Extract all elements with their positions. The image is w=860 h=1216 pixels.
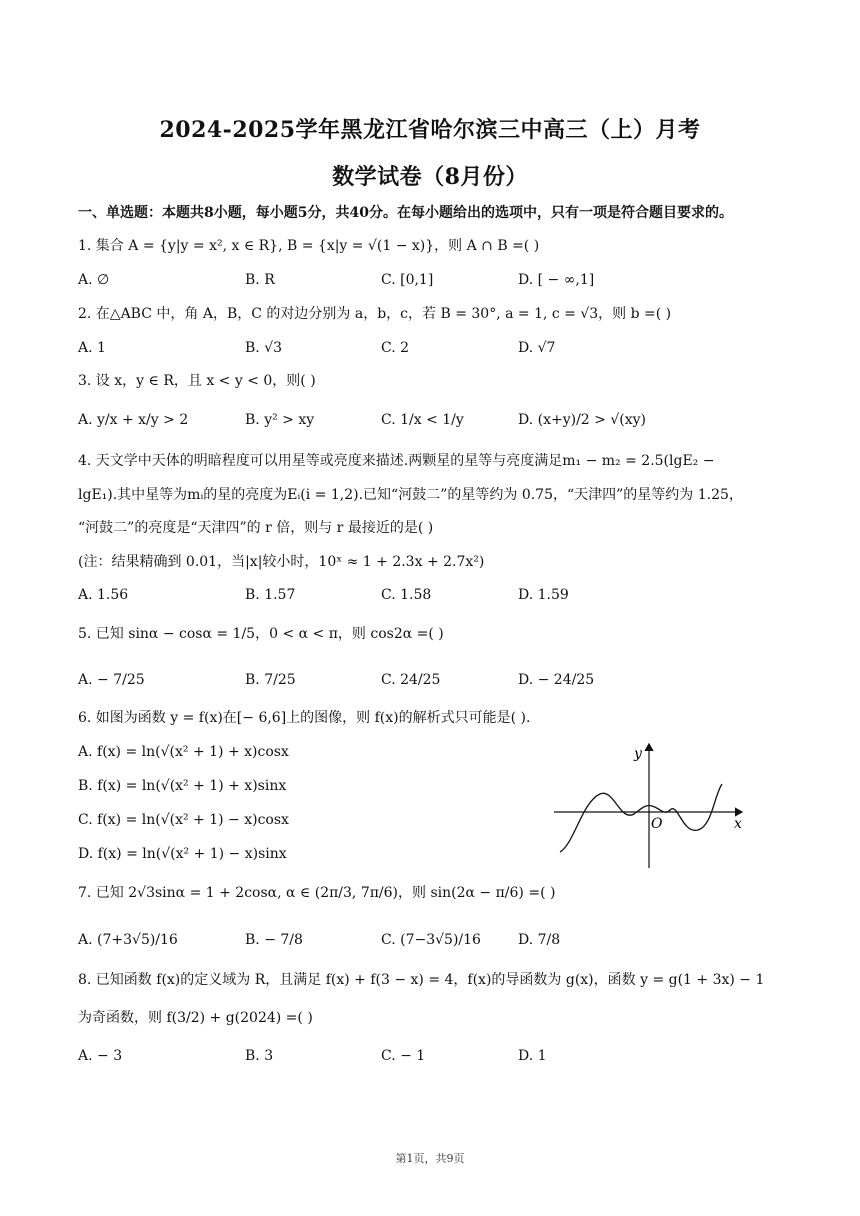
question-3-stem: 3. 设 x，y ∈ R，且 x < y < 0，则( ) xyxy=(78,373,316,389)
page-footer: 第1页，共9页 xyxy=(395,1152,465,1165)
question-7-option-d: D. 7/8 xyxy=(518,932,561,948)
page-title: 2024-2025学年黑龙江省哈尔滨三中高三（上）月考 xyxy=(159,117,701,143)
function-graph-figure xyxy=(552,740,752,870)
question-8-stem-line-2: 为奇函数，则 f(3/2) + g(2024) =( ) xyxy=(78,1010,313,1026)
question-2-stem: 2. 在△ABC 中，角 A，B，C 的对边分别为 a，b，c，若 B = 30°, a = 1, c = √3，则 b =( ) xyxy=(78,306,672,322)
origin-label: O xyxy=(651,816,663,832)
question-5-option-b: B. 7/25 xyxy=(245,672,296,688)
question-6-stem: 6. 如图为函数 y = f(x)在[− 6,6]上的图像，则 f(x)的解析式只可能是( ). xyxy=(78,710,531,726)
section-heading: 一、单选题：本题共8小题，每小题5分，共40分。在每小题给出的选项中，只有一项是符合题目要求的。 xyxy=(78,205,733,221)
question-4-option-a: A. 1.56 xyxy=(78,587,129,603)
question-1-option-a: A. ∅ xyxy=(78,272,110,288)
question-5-stem: 5. 已知 sinα − cosα = 1/5，0 < α < π，则 cos2α =( ) xyxy=(78,626,444,642)
y-axis-label: y xyxy=(634,746,642,762)
question-2-option-d: D. √7 xyxy=(518,340,556,356)
question-2-option-a: A. 1 xyxy=(78,340,106,356)
question-8-option-a: A. − 3 xyxy=(78,1048,123,1064)
question-1-stem: 1. 集合 A = {y|y = x², x ∈ R}, B = {x|y = √(1 − x)}，则 A ∩ B =( ) xyxy=(78,238,540,254)
question-4-option-b: B. 1.57 xyxy=(245,587,296,603)
question-5-option-c: C. 24/25 xyxy=(381,672,441,688)
question-7-option-a: A. (7+3√5)/16 xyxy=(78,932,178,948)
question-4-stem-line-2: lgE₁).其中星等为mᵢ的星的亮度为Eᵢ(i = 1,2).已知“河鼓二”的星等约为 0.75，“天津四”的星等约为 1.25， xyxy=(78,487,743,503)
question-4-note: (注：结果精确到 0.01，当|x|较小时，10ˣ ≈ 1 + 2.3x + 2.7x²) xyxy=(78,554,485,570)
question-5-option-d: D. − 24/25 xyxy=(518,672,595,688)
question-1-option-b: B. R xyxy=(245,272,275,288)
x-axis-label: x xyxy=(734,816,742,832)
question-6-option-c: C. f(x) = ln(√(x² + 1) − x)cosx xyxy=(78,812,289,828)
question-3-option-d: D. (x+y)/2 > √(xy) xyxy=(518,412,646,428)
question-6-option-a: A. f(x) = ln(√(x² + 1) + x)cosx xyxy=(78,744,289,760)
function-curve xyxy=(560,784,722,852)
question-8-option-d: D. 1 xyxy=(518,1048,547,1064)
question-4-stem-line-1: 4. 天文学中天体的明暗程度可以用星等或亮度来描述.两颗星的星等与亮度满足m₁ − m₂ = 2.5(lgE₂ − xyxy=(78,453,715,469)
question-7-option-b: B. − 7/8 xyxy=(245,932,303,948)
question-3-option-b: B. y² > xy xyxy=(245,412,315,428)
question-7-stem: 7. 已知 2√3sinα = 1 + 2cosα, α ∈ (2π/3, 7π/6)，则 sin(2α − π/6) =( ) xyxy=(78,885,556,901)
question-1-option-d: D. [ − ∞,1] xyxy=(518,272,595,288)
question-8-option-b: B. 3 xyxy=(245,1048,274,1064)
question-6-option-b: B. f(x) = ln(√(x² + 1) + x)sinx xyxy=(78,778,287,794)
question-8-option-c: C. − 1 xyxy=(381,1048,426,1064)
question-1-option-c: C. [0,1] xyxy=(381,272,434,288)
question-3-option-a: A. y/x + x/y > 2 xyxy=(78,412,189,428)
question-4-option-c: C. 1.58 xyxy=(381,587,432,603)
question-3-option-c: C. 1/x < 1/y xyxy=(381,412,464,428)
question-4-option-d: D. 1.59 xyxy=(518,587,569,603)
question-2-option-b: B. √3 xyxy=(245,340,283,356)
page-subtitle: 数学试卷（8月份） xyxy=(332,164,528,190)
question-6-option-d: D. f(x) = ln(√(x² + 1) − x)sinx xyxy=(78,846,287,862)
question-2-option-c: C. 2 xyxy=(381,340,410,356)
question-4-stem-line-3: “河鼓二”的亮度是“天津四”的 r 倍，则与 r 最接近的是( ) xyxy=(78,520,434,536)
question-5-option-a: A. − 7/25 xyxy=(78,672,145,688)
question-8-stem-line-1: 8. 已知函数 f(x)的定义域为 R，且满足 f(x) + f(3 − x) = 4，f(x)的导函数为 g(x)，函数 y = g(1 + 3x) − 1 xyxy=(78,972,765,988)
question-7-option-c: C. (7−3√5)/16 xyxy=(381,932,481,948)
